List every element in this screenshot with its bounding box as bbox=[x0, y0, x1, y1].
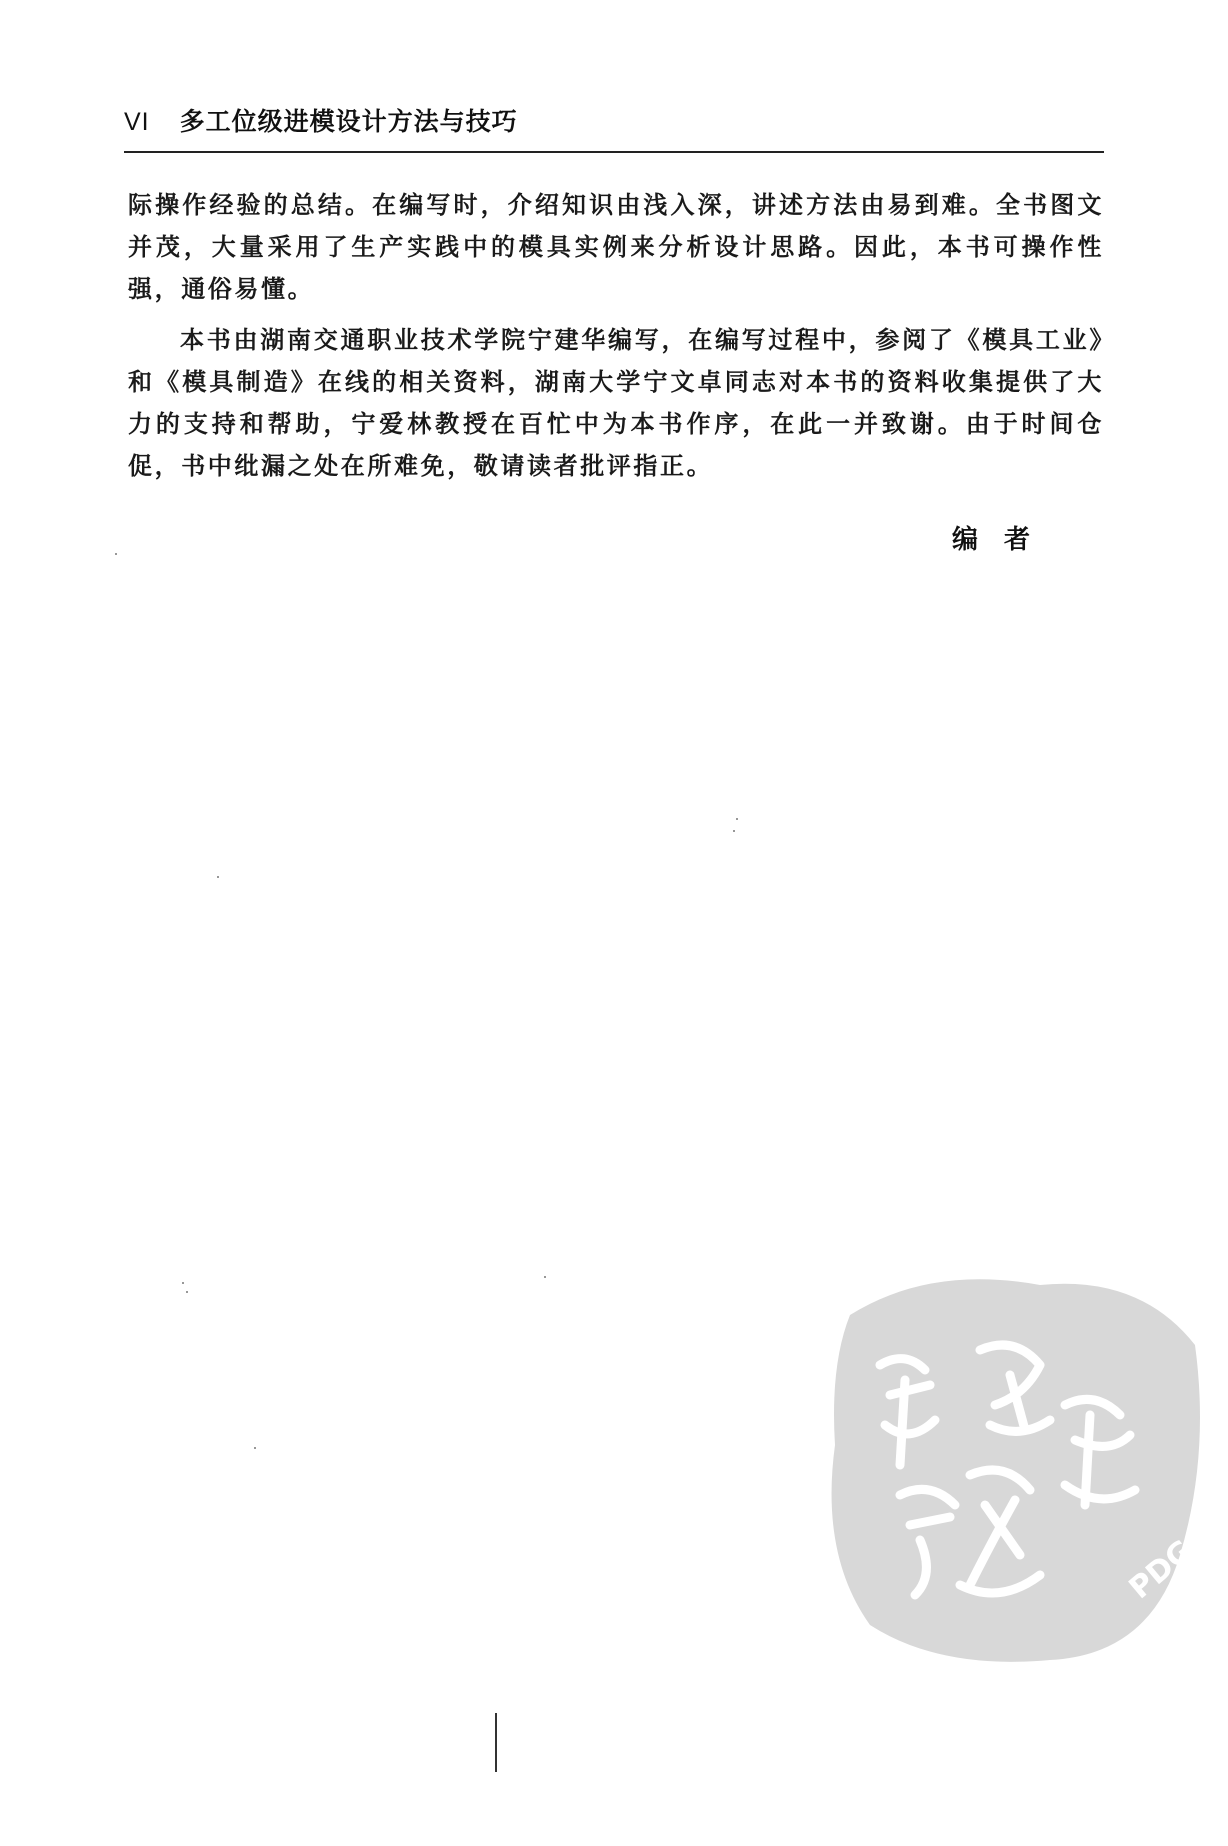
paragraph-1: 际操作经验的总结。在编写时，介绍知识由浅入深，讲述方法由易到难。全书图文并茂，大量采用了生产实践中的模具实例来分析设计思路。因此，本书可操作性强，通俗易懂。 bbox=[128, 190, 1104, 303]
book-title: 多工位级进模设计方法与技巧 bbox=[179, 107, 518, 136]
scan-speck bbox=[736, 818, 738, 820]
header-rule bbox=[124, 151, 1104, 153]
scan-speck bbox=[733, 830, 735, 832]
preface-body bbox=[128, 184, 1104, 487]
scan-speck bbox=[186, 1291, 188, 1293]
scan-speck bbox=[544, 1276, 546, 1278]
paragraph-2: 本书由湖南交通职业技术学院宁建华编写，在编写过程中，参阅了《模具工业》和《模具制造》在线的相关资料，湖南大学宁文卓同志对本书的资料收集提供了大力的支持和帮助，宁爱林教授在百忙中为本书作序，在此一并致谢。由于时间仓促，书中纰漏之处在所难免，敬请读者批评指正。 bbox=[128, 325, 1104, 480]
watermark-text: PDG bbox=[1122, 1533, 1200, 1607]
scan-speck bbox=[115, 553, 117, 555]
pdg-watermark-stamp bbox=[810, 1255, 1210, 1675]
scan-speck bbox=[217, 876, 219, 878]
running-header bbox=[124, 102, 518, 138]
scan-speck bbox=[254, 1447, 256, 1449]
page-number: VI bbox=[124, 108, 150, 136]
author-signature: 编者 bbox=[952, 525, 1057, 555]
gutter-line bbox=[495, 1713, 497, 1772]
scan-speck bbox=[182, 1282, 184, 1284]
